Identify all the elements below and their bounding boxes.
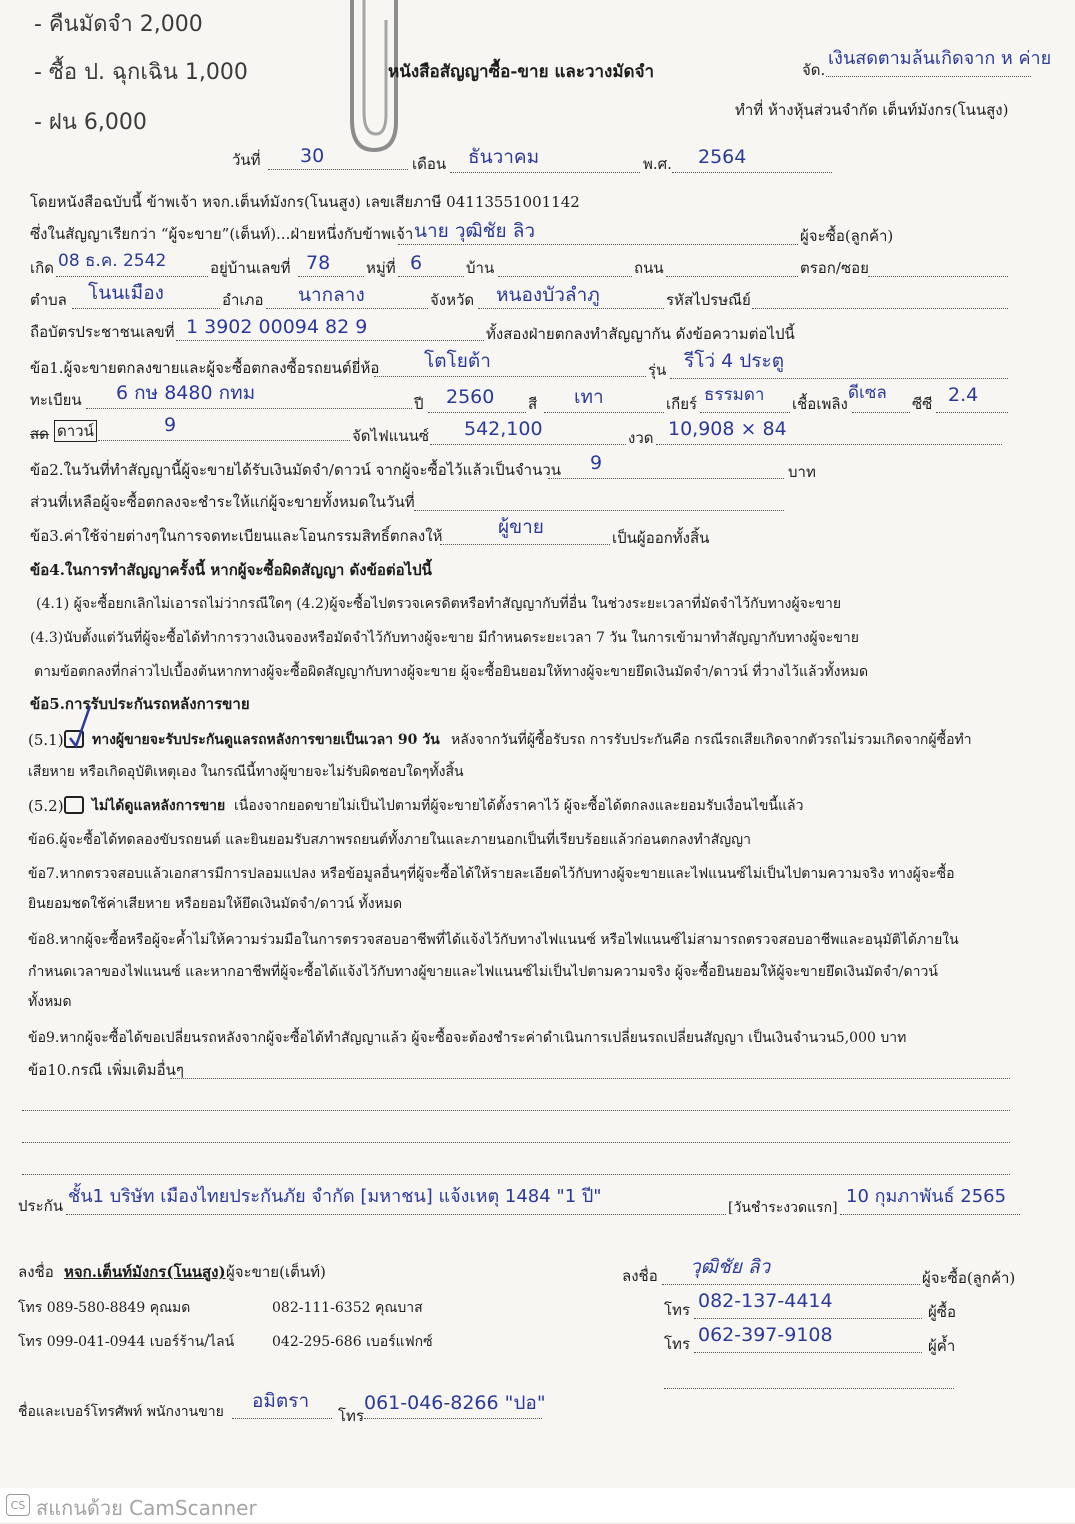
down-value: 9 (164, 414, 177, 436)
clause3-value: ผู้ขาย (498, 516, 544, 538)
tambon-label: ตำบล (30, 291, 67, 309)
born-value: 08 ธ.ค. 2542 (58, 251, 167, 271)
clause4-3: (4.3)นับตั้งแต่วันที่ผู้จะซื้อได้ทำการวางเงินจองหรือมัดจำไว้กับทางผู้จะขาย มีกำหนดระยะเวลา 7 วัน ในการเข้ามาทำสัญญากับทางผู้จะขาย (30, 630, 859, 646)
clause2-remaining-line (414, 510, 784, 511)
insurance-value: ชั้น1 บริษัท เมืองไทยประกันภัย จำกัด [มหาชน] แจ้งเหตุ 1484 "1 ปี" (68, 1186, 602, 1207)
amphoe-label: อำเภอ (222, 291, 264, 309)
date-year-label: พ.ศ. (643, 155, 672, 173)
note-deposit-return: - คืนมัดจำ 2,000 (34, 12, 203, 37)
province-label: จังหวัด (430, 291, 475, 309)
check-mark-icon (64, 704, 94, 750)
reg-line (86, 408, 412, 409)
buyer-tel-label: โทร (664, 1301, 691, 1319)
buyer-name: นาย วุฒิชัย ลิว (414, 220, 536, 242)
year-line (428, 412, 526, 413)
clause3-suffix: เป็นผู้ออกทั้งสิ้น (612, 529, 710, 547)
clause8-continued: กำหนดเวลาของไฟแนนซ์ และหากอาชีพที่ผู้จะซื้อได้แจ้งไว้กับทางผู้ขายและไฟแนนซ์ไม่เป็นไปตามความจริง ผู้จะซื้อยินยอมให้ผู้จะขายยึดเงินมัดจำ/ดาวน์ (28, 964, 938, 980)
soi-line (868, 276, 1008, 277)
buyer-tel-role: ผู้ซื้อ (928, 1303, 956, 1321)
soi-label: ตรอก/ซอย (800, 259, 869, 277)
clause10-line-3 (22, 1142, 1010, 1143)
date-year-line (672, 172, 832, 173)
house-value: 78 (306, 252, 331, 274)
clause2-line (548, 478, 784, 479)
model-line (670, 378, 1008, 379)
vehicle-cc: 2.4 (948, 384, 979, 406)
staff-name: อมิตรา (252, 1390, 310, 1412)
clause7-continued: ยินยอมชดใช้ค่าเสียหาย หรือยอมให้ยึดเงินมัดจำ/ดาวน์ ทั้งหมด (28, 896, 403, 912)
first-payment-label: [วันชำระงวดแรก] (728, 1200, 838, 1216)
insurance-line (66, 1214, 726, 1215)
staff-tel-label: โทร (338, 1407, 365, 1425)
insurance-label: ประกัน (18, 1197, 63, 1215)
page-title: หนังสือสัญญาซื้อ-ขาย และวางมัดจำ (388, 62, 655, 82)
clause10-line-1 (170, 1078, 1010, 1079)
clause5-2-rest: เนื่องจากยอดขายไม่เป็นไปตามที่ผู้จะขายได้ตั้งราคาไว้ ผู้จะซื้อได้ตกลงและยอมรับเงื่อนไขนี้แล้ว (234, 798, 804, 814)
date-day-label: วันที่ (232, 151, 261, 169)
postal-line (752, 308, 1008, 309)
moo-value: 6 (410, 252, 423, 274)
vehicle-model: รีโว่ 4 ประตู (684, 350, 785, 372)
born-label: เกิด (30, 259, 54, 277)
clause5-1-num: (5.1) (28, 731, 64, 749)
seller-sign-name: หจก.เต็นท์มังกร(โนนสูง) (64, 1263, 226, 1281)
intro-line: โดยหนังสือฉบับนี้ ข้าพเจ้า หจก.เต็นท์มังกร(โนนสูง) เลขเสียภาษี 04113551001142 (30, 193, 580, 211)
clause5-1-continued: เสียหาย หรือเกิดอุบัติเหตุเอง ในกรณีนี้ทางผู้ขายจะไม่รับผิดชอบใดๆทั้งสิ้น (28, 764, 464, 780)
ban-line (498, 276, 632, 277)
postal-label: รหัสไปรษณีย์ (666, 291, 751, 309)
guarantor-tel-label: โทร (664, 1335, 691, 1353)
clause5-1-bold: ทางผู้ขายจะรับประกันดูแลรถหลังการขายเป็นเวลา 90 วัน (92, 732, 440, 748)
cash-label-struck: สด (30, 425, 49, 443)
gear-label: เกียร์ (666, 395, 698, 413)
clause8-end: ทั้งหมด (28, 994, 72, 1010)
staff-label: ชื่อและเบอร์โทรศัพท์ พนักงานขาย (18, 1404, 224, 1420)
year-label: ปี (414, 395, 424, 413)
clause3-line (440, 544, 610, 545)
scanner-footer (0, 1488, 1075, 1522)
buyer-sign-line (662, 1284, 920, 1285)
clause10-line-4 (22, 1174, 1010, 1175)
province-line (478, 308, 664, 309)
clause4-3-continued: ตามข้อตกลงที่กล่าวไปเบื้องต้นหากทางผู้จะซื้อผิดสัญญากับทางผู้จะขาย ผู้จะซื้อยินยอมให้ทางผู้จะขายยึดเงินมัดจำ/ดาวน์ ที่วางไว้แล้วทั้งหมด (34, 664, 869, 680)
camscanner-logo-icon: CS (6, 1494, 30, 1516)
extra-signature-line (664, 1388, 954, 1389)
amphoe-value: นากลาง (298, 284, 365, 306)
moo-line (398, 276, 464, 277)
id-value: 1 3902 00094 82 9 (186, 316, 368, 338)
tambon-line (72, 308, 220, 309)
buyer-sign-role: ผู้จะซื้อ(ลูกค้า) (922, 1269, 1016, 1287)
seller-tel-3: โทร 099-041-0944 เบอร์ร้าน/ไลน์ (18, 1334, 235, 1350)
seller-tel-4: 042-295-686 เบอร์แฟกซ์ (272, 1334, 433, 1350)
buyer-name-line (398, 244, 798, 245)
date-month: ธันวาคม (468, 146, 540, 168)
seller-sign-role: ผู้จะขาย(เต็นท์) (226, 1263, 326, 1281)
date-day-line (268, 169, 408, 170)
vehicle-fuel: ดีเซล (848, 383, 887, 403)
clause7: ข้อ7.หากตรวจสอบแล้วเอกสารมีการปลอมแปลง หรือข้อมูลอื่นๆที่ผู้จะซื้อได้ให้รายละเอียดไว้กับทางผู้จะขายและไฟแนนซ์ไม่เป็นไปตามความจริง ทางผู้จะซื้อ (28, 866, 955, 882)
installment-value: 10,908 × 84 (668, 418, 787, 440)
buyer-tel: 082-137-4414 (698, 1290, 833, 1312)
fuel-line (852, 412, 910, 413)
clause2-text: ข้อ2.ในวันที่ทำสัญญานี้ผู้จะขายได้รับเงินมัดจำ/ดาวน์ จากผู้จะซื้อไว้แล้วเป็นจำนวน (30, 461, 562, 479)
guarantor-tel-role: ผู้ค้ำ (928, 1337, 956, 1355)
guarantor-tel: 062-397-9108 (698, 1324, 833, 1346)
model-label: รุ่น (648, 361, 667, 379)
dealer-label: จัด. (802, 61, 826, 79)
date-day: 30 (300, 145, 325, 167)
staff-name-line (232, 1418, 332, 1419)
clause3-text: ข้อ3.ค่าใช้จ่ายต่างๆในการจดทะเบียนและโอนกรรมสิทธิ์ตกลงให้ (30, 527, 443, 545)
id-suffix: ทั้งสองฝ่ายตกลงทำสัญญากัน ดังข้อความต่อไปนี้ (486, 325, 795, 343)
down-label-circled: ดาวน์ (54, 420, 97, 442)
dealer-dotted-line (826, 76, 1031, 77)
first-payment-value: 10 กุมภาพันธ์ 2565 (846, 1186, 1007, 1207)
installment-line (656, 444, 1002, 445)
staff-tel-line (364, 1418, 542, 1419)
id-line (176, 340, 484, 341)
vehicle-gear: ธรรมดา (704, 385, 765, 405)
color-label: สี (528, 395, 538, 413)
installment-label: งวด (628, 429, 654, 447)
amphoe-line (266, 308, 428, 309)
seller-tel-2: 082-111-6352 คุณบาส (272, 1300, 423, 1316)
note-emergency-insurance: - ซื้อ ป. ฉุกเฉิน 1,000 (34, 60, 248, 85)
clause4-1: (4.1) ผู้จะซื้อยกเลิกไม่เอารถไม่ว่ากรณีใดๆ (4.2)ผู้จะซื้อไปตรวจเครดิตหรือทำสัญญากับที่อื่น ในช่วงระยะเวลาที่มัดจำไว้กับทางผู้จะขาย (36, 596, 842, 612)
ban-label: บ้าน (466, 259, 495, 277)
buyer-role: ผู้จะซื้อ(ลูกค้า) (800, 227, 894, 245)
guarantor-tel-line (694, 1352, 922, 1353)
finance-line (430, 444, 626, 445)
id-label: ถือบัตรประชาชนเลขที่ (30, 323, 175, 341)
contract-place: ทำที่ ห้างหุ้นส่วนจำกัด เต็นท์มังกร(โนนสูง) (735, 101, 1009, 119)
clause4-heading: ข้อ4.ในการทำสัญญาครั้งนี้ หากผู้จะซื้อผิดสัญญา ดังข้อต่อไปนี้ (30, 561, 432, 579)
clause5-2-checkbox[interactable] (64, 796, 84, 814)
road-label: ถนน (634, 259, 664, 277)
date-month-label: เดือน (412, 155, 447, 173)
clause9: ข้อ9.หากผู้จะซื้อได้ขอเปลี่ยนรถหลังจากผู้จะซื้อได้ทำสัญญาแล้ว ผู้จะซื้อจะต้องชำระค่าดำเนินการเปลี่ยนรถเปลี่ยนสัญญา เป็นเงินจำนวน5,000 บาท (28, 1030, 907, 1046)
clause2-unit: บาท (788, 463, 816, 481)
clause5-1-rest: หลังจากวันที่ผู้ซื้อรับรถ การรับประกันคือ กรณีรถเสียเกิดจากตัวรถไม่รวมเกิดจากผู้ซื้อทำ (451, 732, 972, 748)
camscanner-watermark: สแกนด้วย CamScanner (36, 1496, 257, 1520)
finance-label: จัดไฟแนนซ์ (352, 427, 430, 445)
seller-line: ซึ่งในสัญญาเรียกว่า “ผู้จะขาย”(เต็นท์)...ฝ่ายหนึ่งกับข้าพเจ้า (30, 225, 414, 243)
staff-tel: 061-046-8266 "ปอ" (364, 1392, 546, 1414)
cc-label: ซีซี (912, 395, 933, 413)
clause2-value: 9 (590, 452, 603, 474)
vehicle-brand: โตโยต้า (424, 350, 491, 372)
clause1-label: ข้อ1.ผู้จะขายตกลงขายและผู้จะซื้อตกลงซื้อรถยนต์ยี่ห้อ (30, 359, 380, 377)
vehicle-color: เทา (574, 386, 604, 408)
seller-tel-1: โทร 089-580-8849 คุณมด (18, 1300, 191, 1316)
brand-line (374, 376, 646, 377)
cc-line (936, 412, 1008, 413)
color-line (544, 412, 664, 413)
first-payment-line (840, 1214, 1020, 1215)
finance-value: 542,100 (464, 418, 543, 440)
seller-sign-prefix: ลงชื่อ (18, 1263, 54, 1281)
fuel-label: เชื้อเพลิง (792, 395, 848, 413)
clause10-label: ข้อ10.กรณี เพิ่มเติมอื่นๆ (28, 1061, 184, 1079)
reg-label: ทะเบียน (30, 391, 82, 409)
moo-label: หมู่ที่ (366, 259, 396, 277)
dealer-value: เงินสดตามล้นเกิดจาก ห ค่าย (828, 48, 1052, 69)
clause10-line-2 (22, 1110, 1010, 1111)
buyer-signature: วุฒิชัย ลิว (690, 1256, 771, 1278)
road-line (666, 276, 798, 277)
clause2-remaining: ส่วนที่เหลือผู้จะซื้อตกลงจะชำระให้แก่ผู้จะขายทั้งหมดในวันที่ (30, 493, 415, 511)
clause5-2-bold: ไม่ได้ดูแลหลังการขาย (92, 798, 226, 814)
clause5-2-num: (5.2) (28, 797, 64, 815)
down-line (98, 440, 350, 441)
tambon-value: โนนเมือง (88, 282, 164, 304)
date-year: 2564 (698, 146, 747, 168)
note-other: - ฝน 6,000 (34, 110, 147, 135)
province-value: หนองบัวลำภู (496, 284, 600, 306)
clause5-heading: ข้อ5.การรับประกันรถหลังการขาย (30, 695, 250, 713)
buyer-sign-prefix: ลงชื่อ (622, 1267, 658, 1285)
date-month-line (450, 172, 640, 173)
clause6: ข้อ6.ผู้จะซื้อได้ทดลองขับรถยนต์ และยินยอมรับสภาพรถยนต์ทั้งภายในและภายนอกเป็นที่เรียบร้อยแล้วก่อนตกลงทำสัญญา (28, 832, 751, 848)
vehicle-year: 2560 (446, 386, 495, 408)
buyer-tel-line (694, 1318, 922, 1319)
born-line (56, 276, 208, 277)
house-label: อยู่บ้านเลขที่ (210, 259, 291, 277)
reg-value: 6 กษ 8480 กทม (116, 382, 256, 404)
gear-line (700, 412, 790, 413)
house-line (298, 276, 364, 277)
clause8: ข้อ8.หากผู้จะซื้อหรือผู้จะค้ำไม่ให้ความร่วมมือในการตรวจสอบอาชีพที่ได้แจ้งไว้กับทางไฟแนนซ์ หรือไฟแนนซ์ไม่สามารถตรวจสอบอาชีพและอนุมัติได้ภายใน (28, 932, 959, 948)
